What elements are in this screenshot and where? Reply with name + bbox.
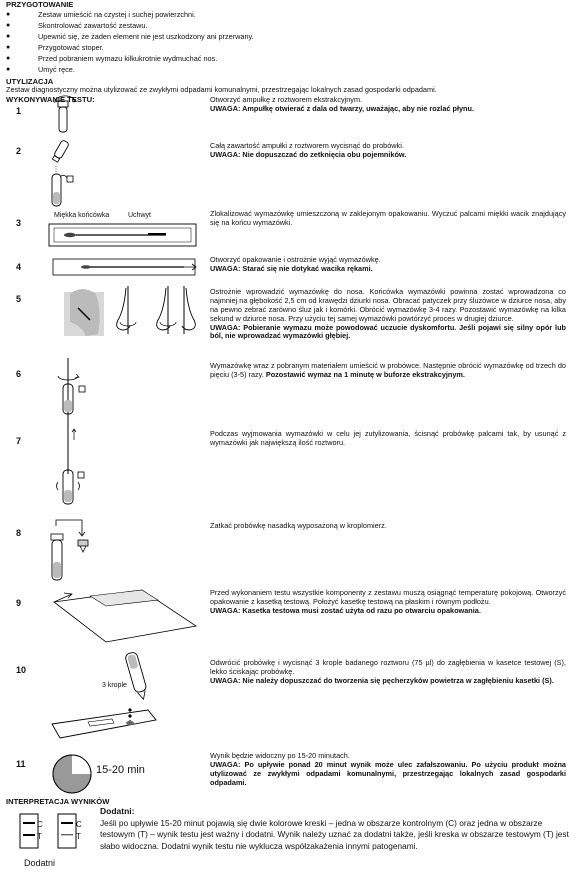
step-text: Przed wykonaniem testu wszystkie komponenty z zestawu muszą osiągnąć temperaturę pokojową. Otworzyć opakowanie z kasetką testową. Położyć kasetkę testową na płaskim i równym podłożu. UWAGA: Kasetka testowa musi zostać użyta od razu po otwarciu opakowania.	[210, 588, 566, 615]
control-label: C	[37, 820, 43, 829]
step-number: 6	[16, 369, 22, 379]
step-number: 5	[16, 294, 22, 304]
list-item: ● Przygotować stoper.	[6, 43, 104, 53]
drops-label: 3 krople	[102, 682, 127, 689]
rotate-swab-illustration	[48, 356, 94, 418]
list-item: ● Skontrolować zawartość zestawu.	[6, 21, 148, 31]
step-number: 10	[16, 665, 27, 675]
step-text: Wymazówkę wraz z pobranym materiałem umieścić w probówce. Następnie obrócić wymazówkę od trzech do pięciu (3-5) razy. Pozostawić wymaz na 1 minutę w buforze ekstrakcyjnym.	[210, 361, 566, 379]
step-text: Zatkać probówkę nasadką wyposażoną w kroplomierz.	[210, 521, 387, 530]
step-number: 4	[16, 262, 22, 272]
util-heading: UTYLIZACJA	[6, 77, 54, 86]
step-text: Wynik będzie widoczny po 15-20 minutach. UWAGA: Po upływie ponad 20 minut wynik może ulec zafałszowaniu. Po użyciu produkt można utylizować ze zwykłymi odpadami komunalnymi, przestrzegając lokalnych zasad gospodarki odpadami.	[210, 751, 566, 787]
list-item: ● Upewnić się, że żaden element nie jest uszkodzony ani przerwany.	[6, 32, 254, 42]
prep-list	[6, 10, 426, 76]
step-number: 9	[16, 598, 22, 608]
soft-tip-label: Miękka końcówka	[54, 212, 110, 219]
prep-heading: PRZYGOTOWANIE	[6, 0, 74, 9]
list-item: ● Przed pobraniem wymazu kilkukrotnie wydmuchać nos.	[6, 54, 218, 64]
interp-title: Dodatni:	[100, 806, 135, 816]
step-number: 11	[16, 759, 26, 769]
interp-text: Jeśli po upływie 15-20 minut pojawią się dwie kolorowe kreski – jedna w obszarze kontrolnym (C) oraz jedna w obszarze testowym (T) – wynik testu jest ważny i dodatni. Wynik należy uznać za dodatni także, jeśli kreska w obszarze testowym (T) jest słabo widoczna. Dodatni wynik testu nie wyklucza współzakażenia innymi patogenami.	[100, 818, 569, 851]
swab-package-illustration	[48, 222, 198, 250]
ampoule-illustration	[46, 93, 86, 133]
positive-caption: Dodatni	[24, 858, 56, 868]
step-number: 1	[16, 106, 22, 116]
step-text: Otworzyć opakowanie i ostrożnie wyjąć wymazówkę. UWAGA: Starać się nie dotykać wacika rękami.	[210, 255, 381, 273]
list-item: ● Umyć ręce.	[6, 65, 75, 75]
util-text: Zestaw diagnostyczny można utylizować ze zwykłymi odpadami komunalnymi, przestrzegając lokalnych zasad gospodarki odpadami.	[6, 85, 437, 94]
step-number: 3	[16, 218, 22, 228]
squeeze-ampoule-illustration	[42, 138, 82, 210]
add-drops-illustration	[48, 650, 198, 746]
handle-label: Uchwyt	[128, 212, 151, 219]
step-text: Odwrócić probówkę i wycisnąć 3 krople badanego roztworu (75 µl) do zagłębienia w kasetce testowej (S), lekko ściskając probówkę. UWAGA: Nie należy dopuszczać do tworzenia się pęcherzyków powietrza w zagłębieniu kasetki (S).	[210, 658, 566, 685]
step-text: Całą zawartość ampułki z roztworem wycisnąć do probówki. UWAGA: Nie dopuszczać do zetknięcia obu pojemników.	[210, 141, 407, 159]
control-label: C	[76, 820, 82, 829]
cap-tube-illustration	[46, 518, 96, 584]
step-text: Zlokalizować wymazówkę umieszczoną w zaklejonym opakowaniu. Wyczuć palcami miękki wacik znajdujący się na końcu wymazówki.	[210, 209, 566, 227]
open-package-illustration	[52, 256, 202, 280]
interp-heading: INTERPRETACJA WYNIKÓW	[6, 797, 110, 806]
squeeze-tube-illustration	[48, 412, 94, 508]
step-text: Ostrożnie wprowadzić wymazówkę do nosa. Końcówka wymazówki powinna zostać wprowadzona co najmniej na głębokość 2,5 cm od krawędzi dziurki nosa. Obracać patyczek przy śluzówce w dziurce nosa, aby na pewno zebrać zarówno śluz jak i komórki. Obrócić wymazówkę 3-4 razy. Pozostawić wymazówkę na kilka sekund w dziurce nosa. Przy użyciu tej samej wymazówki powtórzyć proces w drugiej dziurce. UWAGA: Pobieranie wymazu może powodować uczucie dyskomfortu. Jeśli pojawi się silny opór lub ból, nie wprowadzać wymazówki głębiej.	[210, 287, 566, 341]
step-text: Otworzyć ampułkę z roztworem ekstrakcyjnym. UWAGA: Ampułkę otwierać z dala od twarzy, uważając, aby nie rozlać płynu.	[210, 95, 474, 113]
test-heading: WYKONYWANIE TESTU:	[6, 95, 95, 104]
step-number: 7	[16, 436, 22, 446]
nasal-swab-illustration	[50, 282, 202, 342]
step-number: 2	[16, 146, 22, 156]
test-label: T	[37, 832, 42, 841]
step-number: 8	[16, 528, 22, 538]
timer-icon	[50, 752, 94, 796]
step-text: Podczas wyjmowania wymazówki w celu jej zutylizowania, ścisnąć probówkę palcami tak, by usunąć z wymazówki jak największą ilość roztworu.	[210, 429, 566, 447]
open-cassette-package-illustration	[50, 586, 200, 646]
positive-cassette-icon	[18, 812, 84, 852]
test-label: T	[76, 832, 81, 841]
timer-label: 15-20 min	[96, 764, 145, 776]
list-item: ● Zestaw umieścić na czystej i suchej powierzchni.	[6, 10, 196, 20]
